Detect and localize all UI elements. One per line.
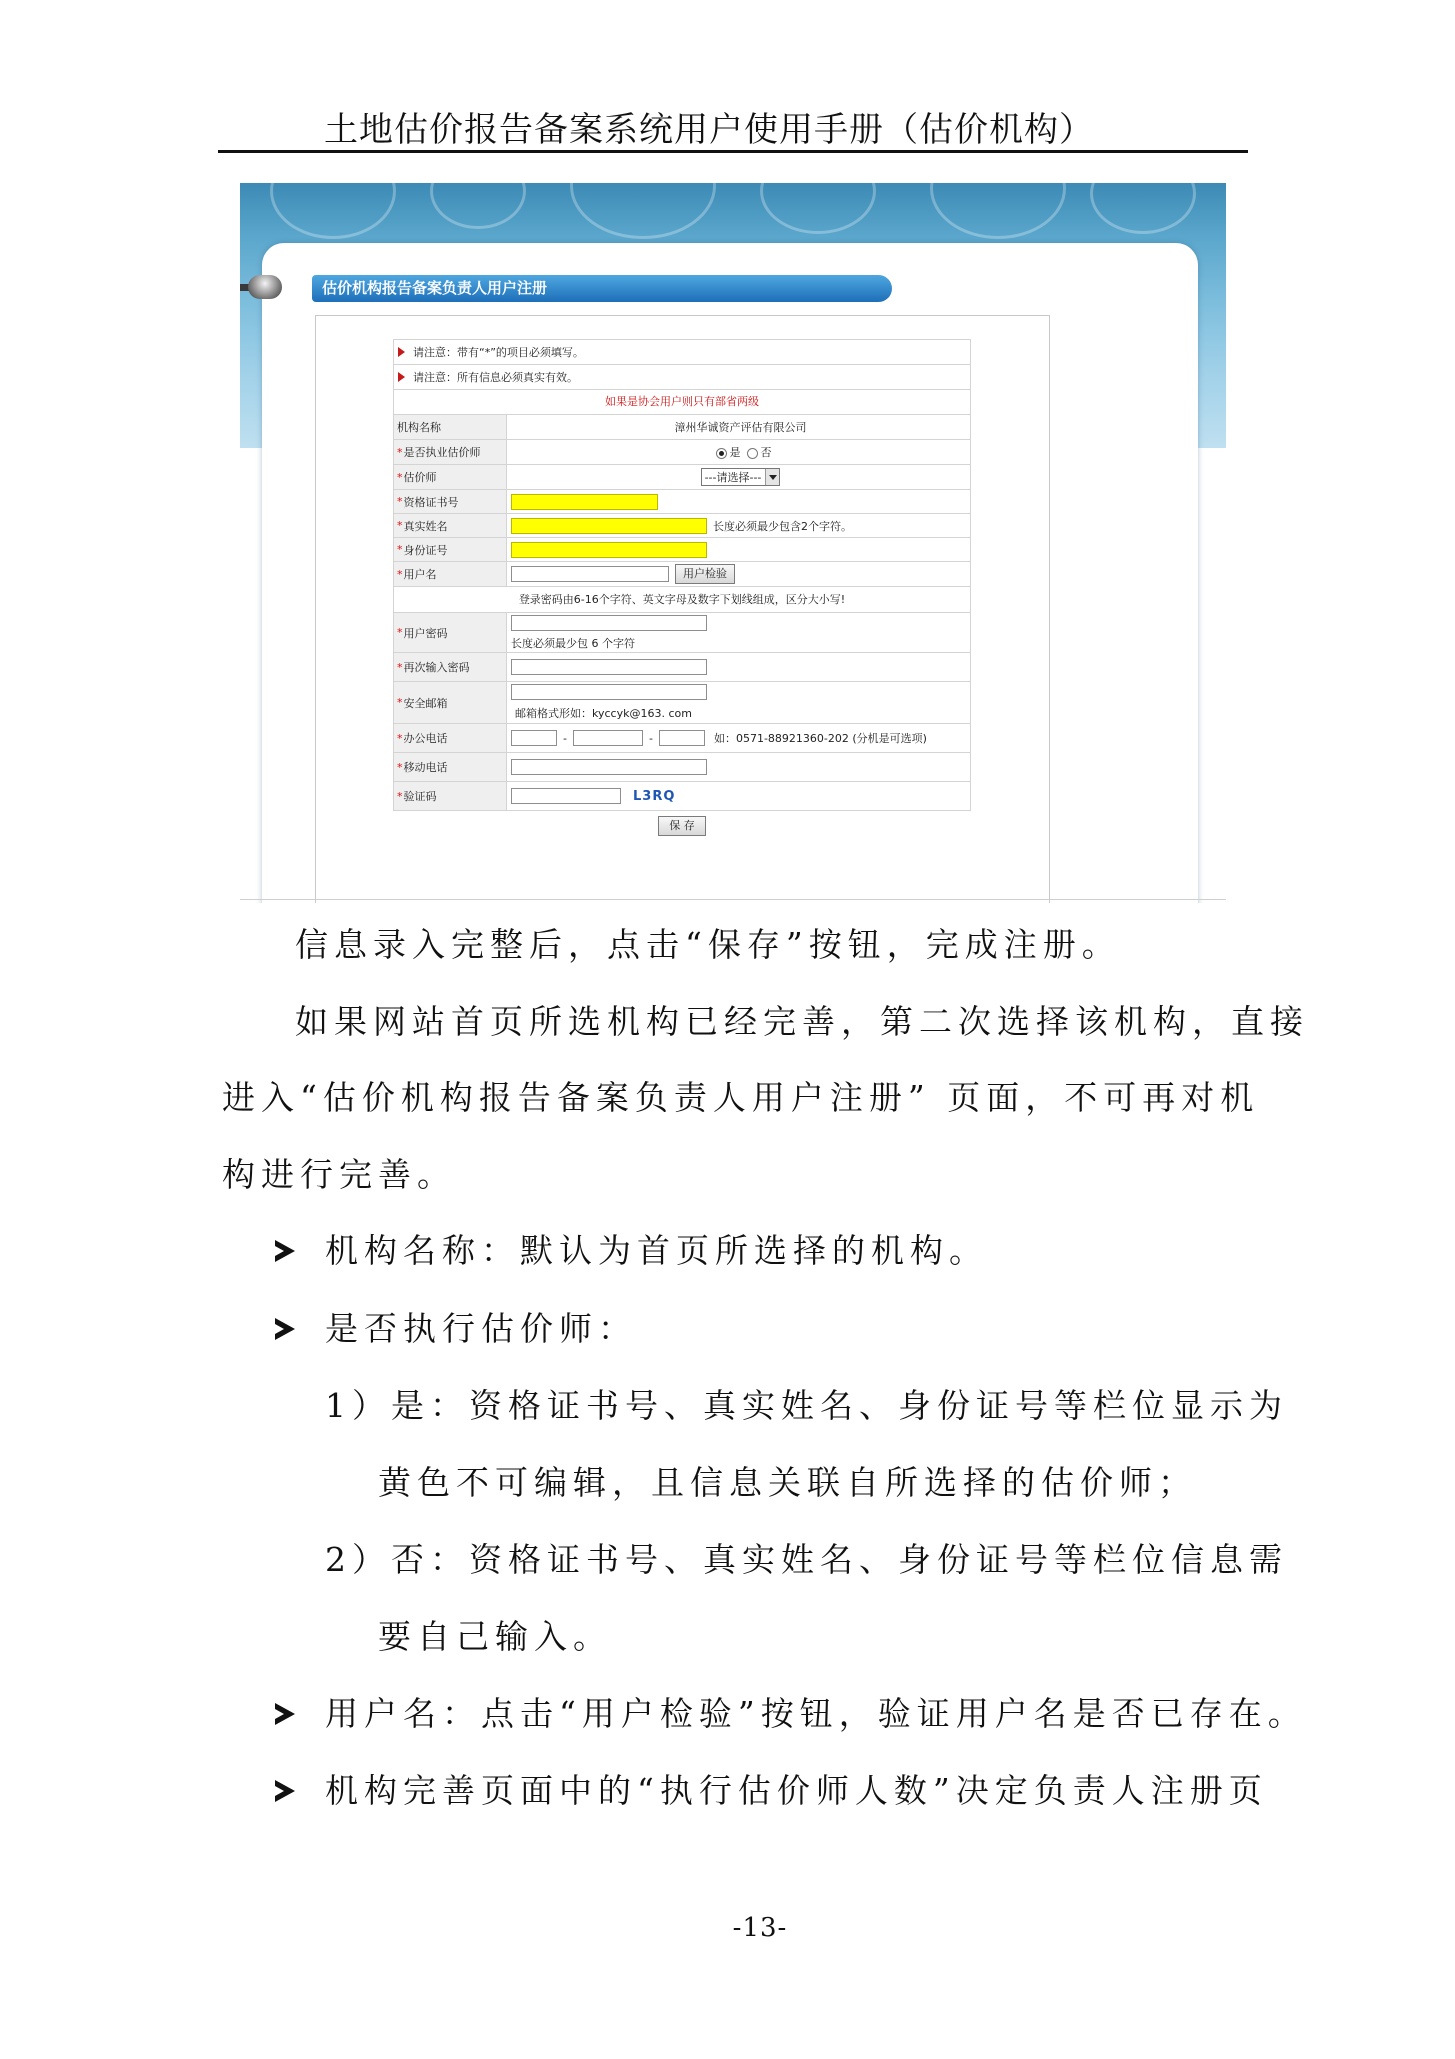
save-row — [393, 810, 971, 841]
password-field[interactable] — [511, 615, 707, 631]
mobile-label: 移动电话 — [403, 761, 448, 774]
row-org-name — [393, 414, 971, 439]
email-label: 安全邮箱 — [403, 696, 448, 710]
required-mark: * — [397, 495, 403, 508]
required-mark: * — [397, 543, 403, 556]
password-again-label: 再次输入密码 — [403, 661, 470, 674]
paragraph-second-selection-line3: 构进行完善。 — [222, 1155, 456, 1194]
radio-yes[interactable] — [716, 448, 727, 459]
sub-item-no-line2: 要自己输入。 — [378, 1617, 612, 1656]
office-phone-label: 办公电话 — [403, 732, 448, 745]
required-mark: * — [397, 519, 403, 532]
page-number: -13- — [732, 1913, 788, 1943]
required-mark: * — [397, 731, 403, 745]
phone-ext-field[interactable] — [659, 730, 705, 746]
arrow-bullet-icon — [275, 1318, 295, 1340]
phone-separator: - — [648, 731, 653, 745]
row-username — [393, 561, 971, 586]
bullet-org-name: 机构名称：默认为首页所选择的机构。 — [325, 1231, 988, 1270]
required-mark: * — [397, 760, 403, 774]
real-name-hint: 长度必须最少包含2个字符。 — [713, 519, 852, 533]
required-mark: * — [397, 445, 403, 459]
password-hint: 长度必须最少包 6 个字符 — [511, 636, 635, 650]
is-appraiser-label: 是否执业估价师 — [403, 446, 481, 459]
captcha-field[interactable] — [511, 788, 621, 804]
row-id-no — [393, 537, 971, 561]
row-real-name — [393, 513, 971, 537]
registration-screenshot — [240, 183, 1226, 903]
email-field[interactable] — [511, 684, 707, 700]
required-mark: * — [397, 696, 403, 709]
org-name-value: 漳州华诚资产评估有限公司 — [674, 421, 807, 434]
notice-truthful — [393, 364, 971, 389]
office-phone-hint: 如：0571-88921360-202 (分机是可选项) — [713, 732, 927, 745]
id-no-label: 身份证号 — [403, 543, 448, 557]
cert-no-label: 资格证书号 — [403, 495, 459, 509]
phone-number-field[interactable] — [573, 730, 643, 746]
sub-item-yes-line2: 黄色不可编辑，且信息关联自所选择的估价师； — [378, 1463, 1197, 1502]
notice-required — [393, 339, 971, 364]
radio-no[interactable] — [747, 448, 758, 459]
row-mobile — [393, 752, 971, 781]
required-mark: * — [397, 470, 403, 484]
row-password-again — [393, 652, 971, 681]
row-email — [393, 681, 971, 723]
required-mark: * — [397, 626, 403, 639]
phone-separator: - — [563, 731, 567, 745]
email-hint: 邮箱格式形如：kyccyk@163. com — [515, 707, 692, 720]
paragraph-second-selection-line1: 如果网站首页所选机构已经完善，第二次选择该机构，直接 — [295, 1002, 1309, 1041]
appraiser-select[interactable] — [701, 468, 781, 486]
password-rule: 登录密码由6-16个字符、英文字母及数字下划线组成，区分大小写! — [393, 586, 971, 612]
notice-text: 请注意：所有信息必须真实有效。 — [413, 371, 578, 384]
phone-area-field[interactable] — [511, 730, 557, 746]
arrow-bullet-icon — [275, 1703, 295, 1725]
radio-yes-label: 是 — [729, 446, 741, 459]
arrow-bullet-icon — [275, 1240, 295, 1262]
radio-no-label: 否 — [760, 446, 772, 459]
header-rule — [218, 150, 1248, 153]
sub-item-no-line1: 2）否：资格证书号、真实姓名、身份证号等栏位信息需 — [325, 1540, 1288, 1579]
row-cert-no — [393, 489, 971, 513]
paragraph-second-selection-line2: 进入“估价机构报告备案负责人用户注册” 页面，不可再对机 — [222, 1078, 1260, 1117]
cert-no-field[interactable] — [511, 494, 658, 510]
real-name-label: 真实姓名 — [403, 519, 448, 533]
panel-title: 估价机构报告备案负责人用户注册 — [312, 275, 892, 302]
screenshot-bottom-rule — [240, 899, 1226, 900]
registration-form — [393, 339, 971, 841]
required-mark: * — [397, 567, 403, 581]
row-office-phone — [393, 723, 971, 752]
sub-item-yes-line1: 1）是：资格证书号、真实姓名、身份证号等栏位显示为 — [325, 1386, 1288, 1425]
bullet-username: 用户名：点击“用户检验”按钮，验证用户名是否已存在。 — [325, 1694, 1307, 1733]
bullet-is-appraiser: 是否执行估价师： — [325, 1309, 637, 1348]
mobile-field[interactable] — [511, 759, 707, 775]
row-appraiser — [393, 464, 971, 489]
notice-text: 请注意：带有“*”的项目必须填写。 — [413, 346, 584, 359]
id-no-field[interactable] — [511, 542, 707, 558]
save-button[interactable]: 保 存 — [658, 816, 706, 836]
row-captcha — [393, 781, 971, 810]
bullet-appraiser-count: 机构完善页面中的“执行估价师人数”决定负责人注册页 — [325, 1771, 1268, 1810]
appraiser-select-value: ---请选择--- — [704, 471, 762, 484]
password-again-field[interactable] — [511, 659, 707, 675]
check-username-button[interactable]: 用户检验 — [675, 564, 735, 584]
paragraph-save-instruction: 信息录入完整后，点击“保存”按钮，完成注册。 — [295, 925, 1121, 964]
red-arrow-icon — [398, 372, 405, 382]
arrow-bullet-icon — [275, 1780, 295, 1802]
real-name-field[interactable] — [511, 518, 707, 534]
captcha-label: 验证码 — [403, 790, 437, 803]
red-arrow-icon — [398, 347, 405, 357]
required-mark: * — [397, 789, 403, 803]
password-label: 用户密码 — [403, 626, 448, 640]
row-is-appraiser — [393, 439, 971, 464]
username-label: 用户名 — [403, 568, 437, 581]
captcha-image[interactable]: L3RQ — [633, 788, 676, 804]
chevron-down-icon[interactable] — [765, 469, 779, 485]
binder-ring-icon — [248, 275, 282, 299]
running-header-title: 土地估价报告备案系统用户使用手册（估价机构） — [324, 110, 1094, 150]
org-name-label: 机构名称 — [394, 415, 507, 439]
required-mark: * — [397, 660, 403, 674]
username-field[interactable] — [511, 566, 669, 582]
appraiser-label: 估价师 — [403, 471, 437, 484]
row-password — [393, 612, 971, 652]
association-warning: 如果是协会用户则只有部省两级 — [393, 389, 971, 414]
